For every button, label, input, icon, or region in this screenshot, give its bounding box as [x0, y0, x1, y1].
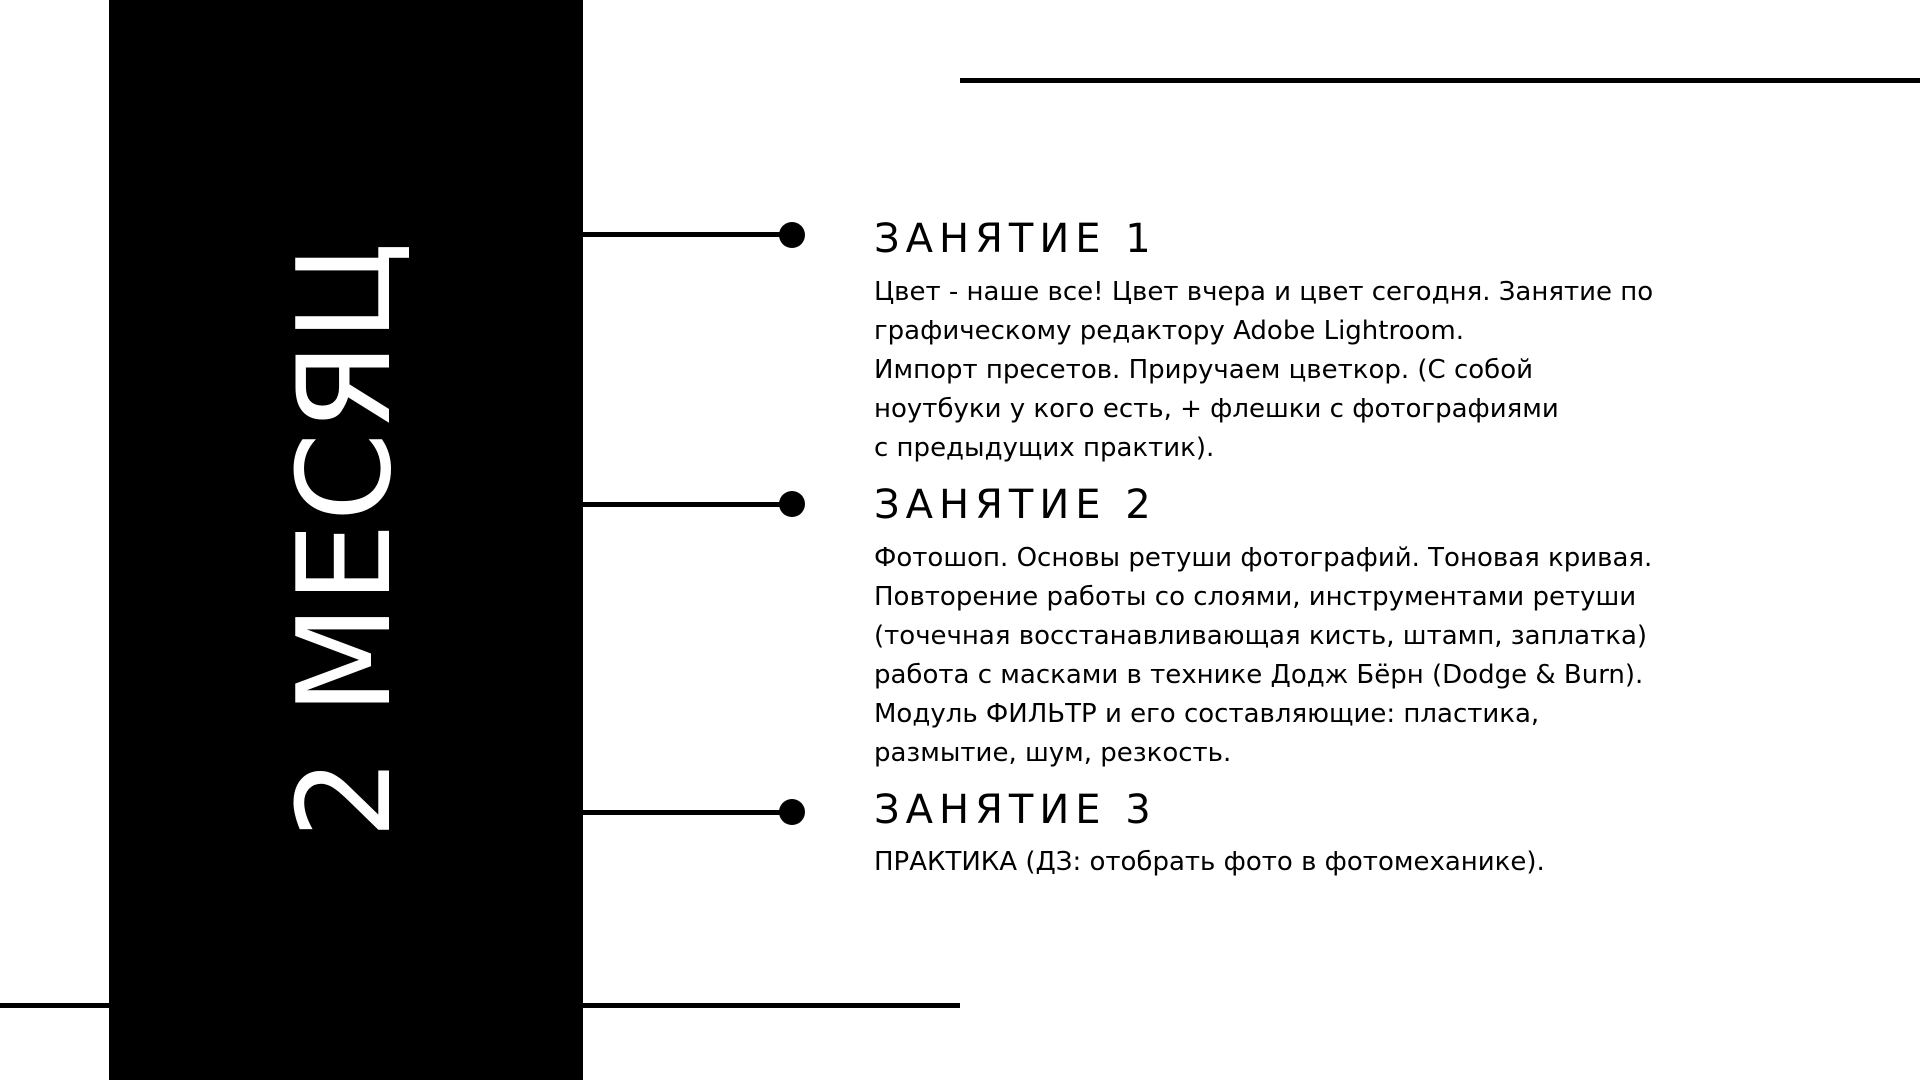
lesson-2-title: ЗАНЯТИЕ 2	[874, 482, 1157, 528]
lesson-1-connector-line	[583, 232, 783, 237]
lesson-3-line: ПРАКТИКА (ДЗ: отобрать фото в фотомеханике).	[874, 847, 1545, 877]
lesson-2-line: Повторение работы со слоями, инструментами ретуши	[874, 582, 1637, 612]
lesson-1-line: с предыдущих практик).	[874, 433, 1215, 463]
month-title: 2 МЕСЯЦ	[271, 240, 420, 840]
bottom-rule-left	[0, 1003, 109, 1008]
lesson-2-line: Фотошоп. Основы ретуши фотографий. Тоновая кривая.	[874, 543, 1653, 573]
lesson-2-description	[874, 539, 1674, 773]
lesson-3-connector-line	[583, 810, 783, 815]
lesson-1-line: Цвет - наше все! Цвет вчера и цвет сегодня. Занятие по	[874, 277, 1654, 307]
lesson-3-description	[874, 843, 1674, 882]
lesson-1-line: графическому редактору Adobe Lightroom.	[874, 316, 1464, 346]
lesson-2-line: размытие, шум, резкость.	[874, 738, 1232, 768]
lesson-3-bullet-dot	[779, 799, 805, 825]
lesson-1-line: ноутбуки у кого есть, + флешки с фотографиями	[874, 394, 1559, 424]
lesson-3-title: ЗАНЯТИЕ 3	[874, 787, 1157, 833]
lesson-2-line: (точечная восстанавливающая кисть, штамп, заплатка)	[874, 621, 1648, 651]
lesson-2-connector-line	[583, 502, 783, 507]
bottom-rule-right	[583, 1003, 960, 1008]
lesson-1-description	[874, 273, 1674, 468]
lesson-2-bullet-dot	[779, 491, 805, 517]
lesson-1-title: ЗАНЯТИЕ 1	[874, 216, 1157, 262]
top-rule	[960, 78, 1920, 83]
lesson-2-line: работа с масками в технике Додж Бёрн (Dodge & Burn).	[874, 660, 1644, 690]
lesson-1-line: Импорт пресетов. Приручаем цветкор. (С собой	[874, 355, 1534, 385]
lesson-1-bullet-dot	[779, 222, 805, 248]
lesson-2-line: Модуль ФИЛЬТР и его составляющие: пластика,	[874, 699, 1540, 729]
